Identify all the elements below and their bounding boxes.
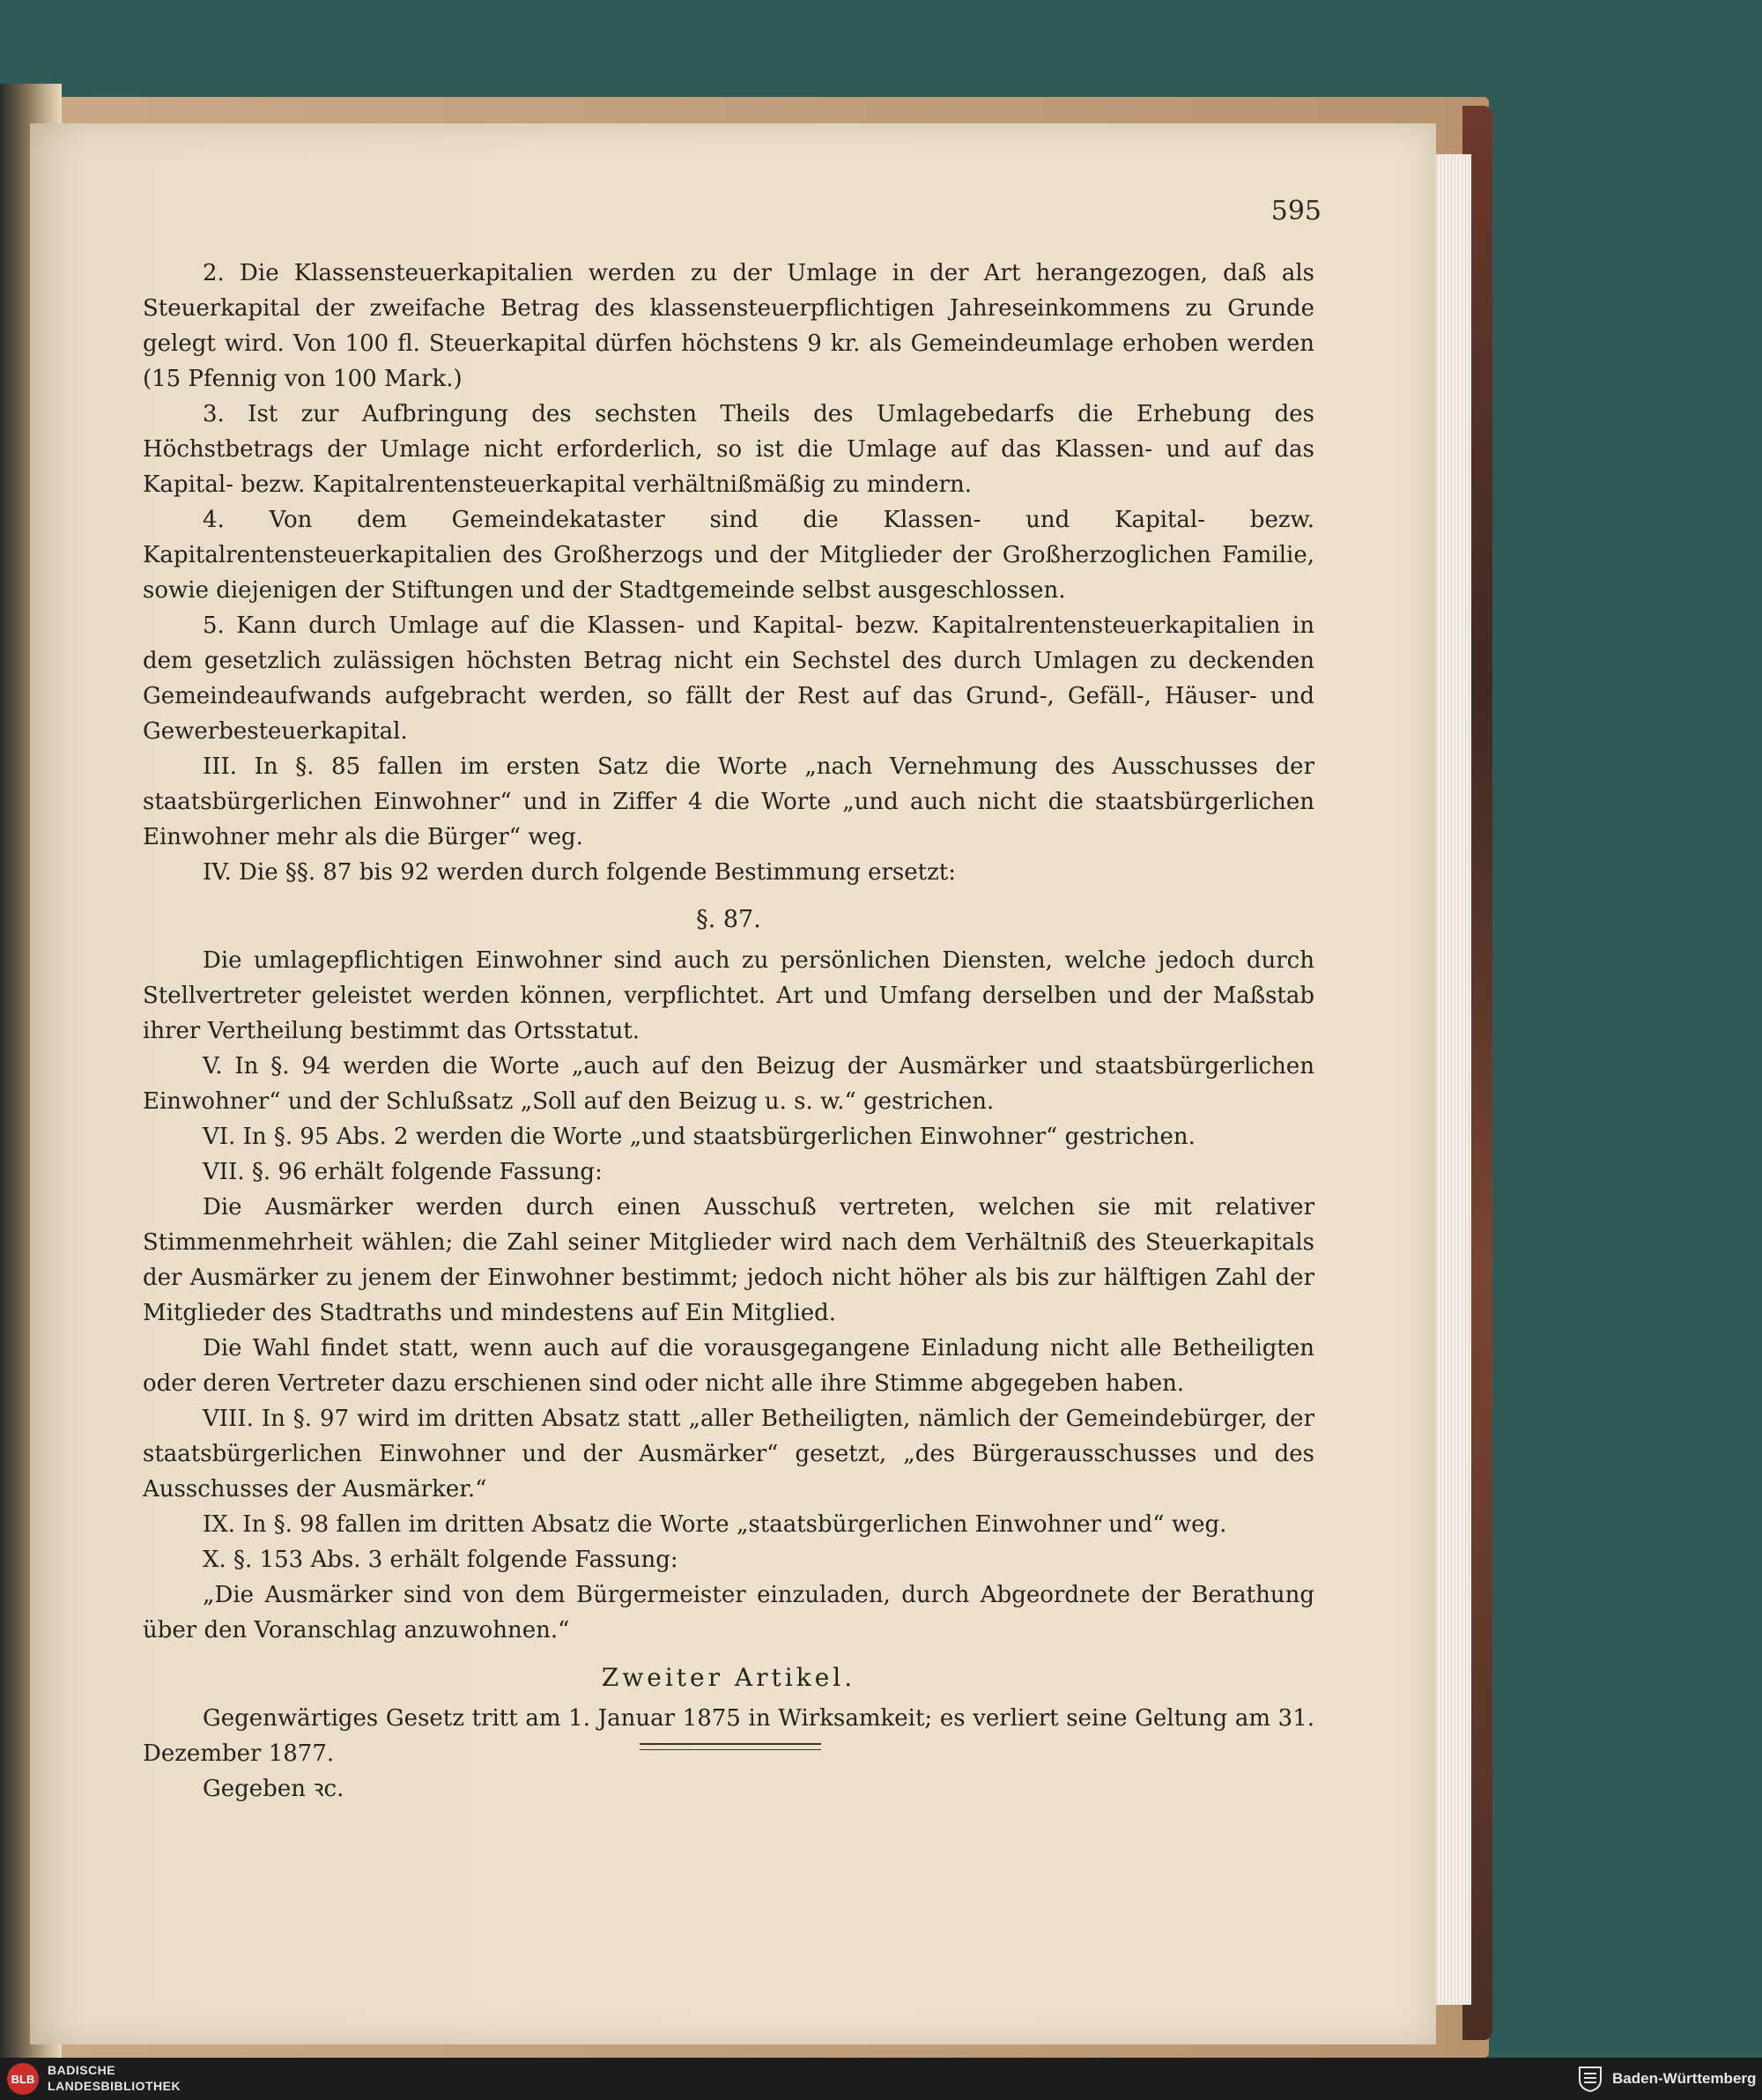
state-name[interactable]: Baden-Württemberg (1612, 2070, 1757, 2087)
paragraph: 3. Ist zur Aufbringung des sechsten Theils des Umlagebedarfs die Erhebung des Höchstbetrags der Umlage nicht erforderlich, so ist die Umlage auf das Klassen- und auf das Kapital- bezw. Kapitalrentensteuerkapital verhältnißmäßig zu mindern. (143, 401, 1314, 498)
paragraph: Die Wahl findet statt, wenn auch auf die vorausgegangene Einladung nicht alle Betheiligten oder deren Vertreter dazu erschienen sind oder nicht alle ihre Stimme abgegeben haben. (143, 1335, 1314, 1397)
footer-bar (0, 2058, 1762, 2100)
coat-of-arms-icon (1577, 2065, 1603, 2093)
blb-logo-icon[interactable]: BLB (7, 2063, 39, 2095)
paragraph: VI. In §. 95 Abs. 2 werden die Worte „und staatsbürgerlichen Einwohner“ gestrichen. (203, 1124, 1196, 1150)
paragraph: IV. Die §§. 87 bis 92 werden durch folgende Bestimmung ersetzt: (203, 859, 957, 886)
paragraph: Gegeben ꝛc. (203, 1776, 344, 1802)
paragraph: III. In §. 85 fallen im ersten Satz die Worte „nach Vernehmung des Ausschusses der staatsbürgerlichen Einwohner“ und in Ziffer 4 die Worte „und auch nicht die staatsbürgerlichen Einwohner mehr als die Bürger“ weg. (143, 753, 1314, 850)
paragraph: 5. Kann durch Umlage auf die Klassen- und Kapital- bezw. Kapitalrentensteuerkapitalien in dem gesetzlich zulässigen höchsten Betrag nicht ein Sechstel des durch Umlagen zu deckenden Gemeindeaufwands aufgebracht werden, so fällt der Rest auf das Grund-, Gefäll-, Häuser- und Gewerbesteuerkapital. (143, 612, 1314, 745)
paragraph: X. §. 153 Abs. 3 erhält folgende Fassung: (203, 1547, 678, 1573)
page-text (143, 256, 1314, 1807)
paragraph: 4. Von dem Gemeindekataster sind die Klassen- und Kapital- bezw. Kapitalrentensteuerkapitalien des Großherzogs und der Mitglieder der Großherzoglichen Familie, sowie diejenigen der Stiftungen und der Stadtgemeinde selbst ausgeschlossen. (143, 507, 1314, 604)
paragraph: VIII. In §. 97 wird im dritten Absatz statt „aller Betheiligten, nämlich der Gemeindebürger, der staatsbürgerlichen Einwohner und der Ausmärker“ gesetzt, „des Bürgerausschusses und des Ausschusses der Ausmärker.“ (143, 1406, 1314, 1503)
paragraph: 2. Die Klassensteuerkapitalien werden zu der Umlage in der Art herangezogen, daß als Steuerkapital der zweifache Betrag des klassensteuerpflichtigen Jahreseinkommens zu Grunde gelegt wird. Von 100 fl. Steuerkapital dürfen höchstens 9 kr. als Gemeindeumlage erhoben werden (15 Pfennig von 100 Mark.) (143, 260, 1314, 392)
paragraph: Gegenwärtiges Gesetz tritt am 1. Januar 1875 in Wirksamkeit; es verliert seine Geltung am 31. Dezember 1877. (143, 1705, 1314, 1767)
paragraph: „Die Ausmärker sind von dem Bürgermeister einzuladen, durch Abgeordnete der Berathung über den Voranschlag anzuwohnen.“ (143, 1582, 1314, 1644)
library-name[interactable] (48, 2062, 181, 2094)
paragraph: V. In §. 94 werden die Worte „auch auf den Beizug der Ausmärker und staatsbürgerlichen Einwohner“ und der Schlußsatz „Soll auf den Beizug u. s. w.“ gestrichen. (143, 1053, 1314, 1115)
page-number: 595 (1270, 196, 1322, 226)
section-heading: §. 87. (696, 906, 761, 933)
paragraph: Die Ausmärker werden durch einen Ausschuß vertreten, welchen sie mit relativer Stimmenmehrheit wählen; die Zahl seiner Mitglieder wird nach dem Verhältniß des Steuerkapitals der Ausmärker zu jenem der Einwohner bestimmt; jedoch nicht höher als bis zur hälftigen Zahl der Mitglieder des Stadtraths und mindestens auf Ein Mitglied. (143, 1194, 1314, 1326)
paragraph: VII. §. 96 erhält folgende Fassung: (203, 1159, 603, 1185)
closing-rule (640, 1743, 821, 1750)
paragraph: Die umlagepflichtigen Einwohner sind auch zu persönlichen Diensten, welche jedoch durch Stellvertreter geleistet werden können, verpflichtet. Art und Umfang derselben und der Maßstab ihrer Vertheilung bestimmt das Ortsstatut. (143, 947, 1314, 1044)
library-name-line2: LANDESBIBLIOTHEK (48, 2079, 181, 2093)
paragraph: IX. In §. 98 fallen im dritten Absatz die Worte „staatsbürgerlichen Einwohner und“ weg. (203, 1511, 1227, 1538)
library-name-line1: BADISCHE (48, 2063, 116, 2077)
article-heading: Zweiter Artikel. (601, 1663, 856, 1692)
